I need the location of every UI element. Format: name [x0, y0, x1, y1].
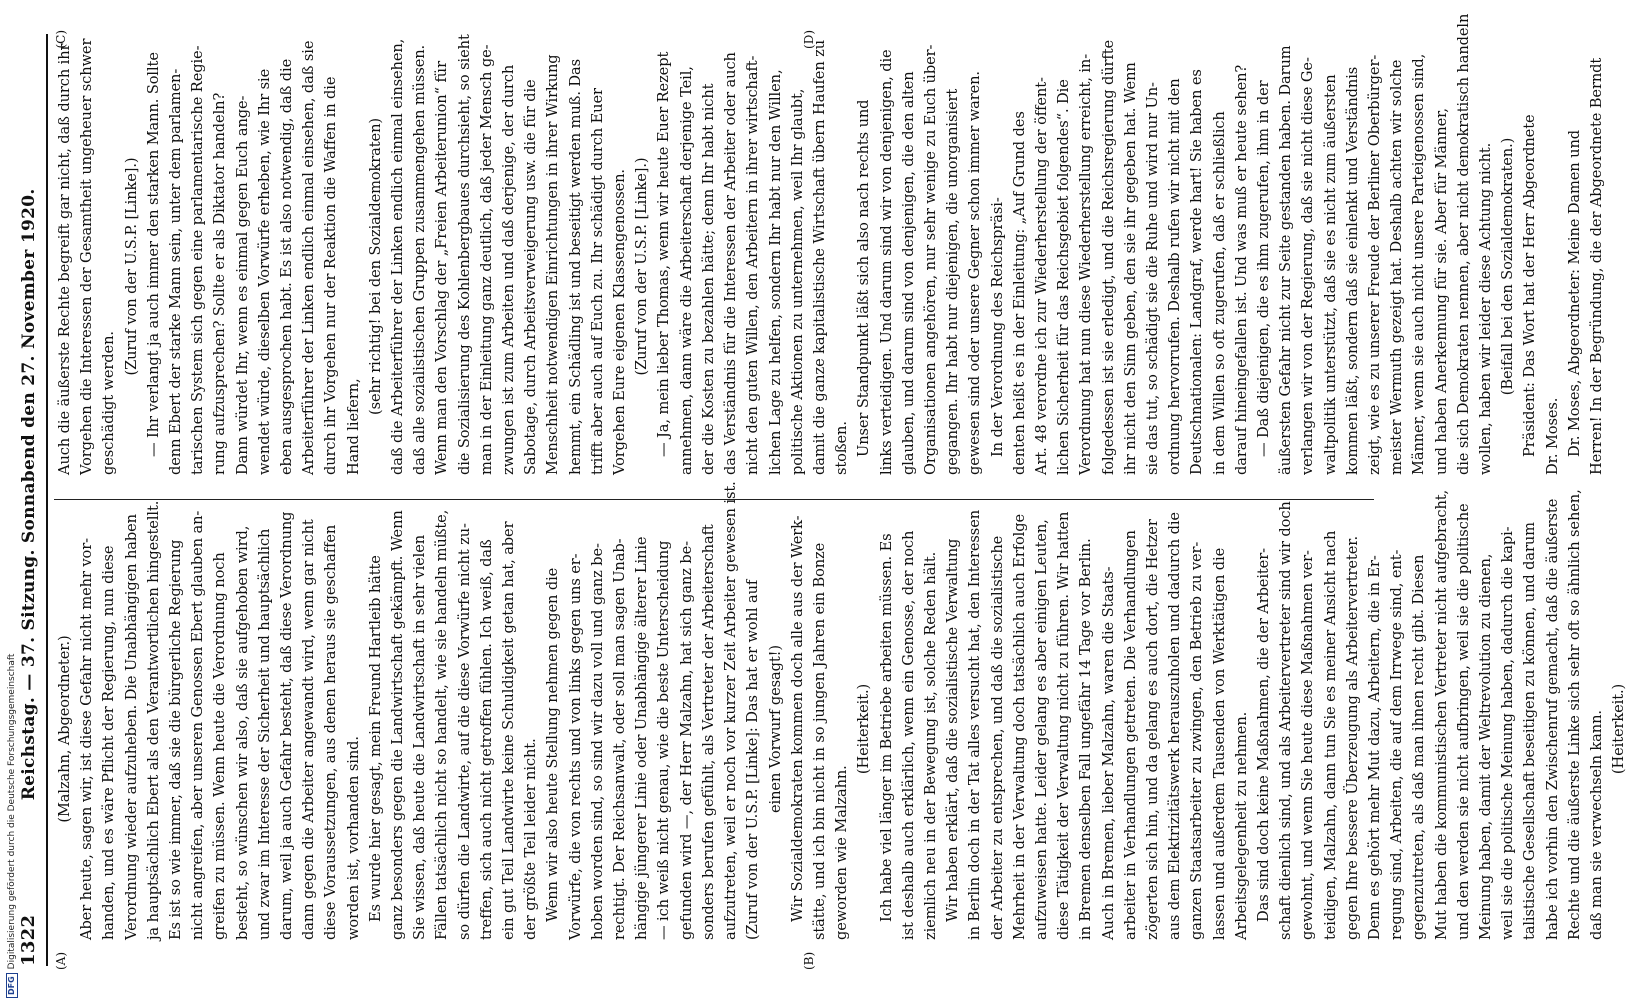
text-line: Denn es gehört mehr Mut dazu, Arbeitern, die in Er- [1365, 555, 1383, 940]
text-line: folgedessen ist sie erledigt, und die Reichsregierung dürfte [1099, 39, 1117, 475]
text-line: gewesen sind oder unsere Gegner schon immer waren. [966, 71, 984, 475]
text-line: und zwar im Interesse der Sicherheit und hauptsächlich [255, 528, 273, 940]
text-line: Auch in Bremen, lieber Malzahn, waren die Staats- [1099, 566, 1117, 940]
text-line: denn Ebert der starke Mann sein, unter dem parlamen- [167, 68, 185, 475]
text-line: hängige jüngerer Linie oder Unabhängige älterer Linie [633, 536, 651, 940]
text-line: hoben worden sind, so sind wir dazu voll und ganz be- [588, 543, 606, 940]
text-line: — Daß diejenigen, die es ihm zugerufen, ihm in der [1254, 80, 1272, 457]
text-line: hemmt, ein Schädling ist und beseitigt werden muß. Das [566, 59, 584, 475]
text-line: lichen Sicherheit für das Reichsgebiet folgendes“. Die [1055, 79, 1073, 475]
text-line: und haben Anerkennung für sie. Aber für Männer, [1432, 108, 1450, 475]
marker-d: (D) [802, 30, 816, 49]
marker-a: (A) [54, 951, 68, 970]
text-line: daß die Arbeiterführer der Linken endlich einmal einsehen, [389, 38, 407, 475]
text-line: Unser Standpunkt läßt sich also nach rechts und [855, 99, 873, 457]
text-line: (Heiterkeit.) [1610, 683, 1628, 775]
text-line: Arbeiterführer der Linken endlich einmal einsehen, daß sie [300, 40, 318, 475]
text-line: Verordnung hat nun diese Wiederherstellung erreicht, in- [1077, 53, 1095, 475]
text-line: nicht angreifen, aber unseren Genossen Ebert glauben an- [189, 510, 207, 940]
text-line: lassen und außerdem Tausenden von Werktätigen die [1210, 547, 1228, 940]
text-line: annehmen, dann wäre die Arbeiterschaft derjenige Teil, [677, 66, 695, 475]
left-column [54, 481, 1628, 970]
text-line: durch ihr Vorgehen nur der Reaktion die Waffen in die [322, 76, 340, 475]
text-line: Aber heute, sagen wir, ist diese Gefahr nicht mehr vor- [78, 538, 96, 940]
text-line: (Zuruf von der U.S.P. [Linke]: Das hat er wohl auf [744, 579, 762, 940]
text-line: teidigen, Malzahn, dann tun Sie es meiner Ansicht nach [1321, 530, 1339, 940]
text-line: das Verständnis für die Interessen der Arbeiter oder auch [722, 52, 740, 475]
text-line: Ich habe viel länger im Betriebe arbeiten müssen. Es [877, 533, 895, 922]
text-line: besteht, so wünschen wir also, daß sie aufgehoben wird, [233, 525, 251, 940]
text-line: Es ist so wie immer, daß sie die bürgerliche Regierung [167, 539, 185, 940]
text-line: ordnung hervorrufen. Deshalb rufen wir nicht mit den [1166, 78, 1184, 475]
text-line: treffen, sich auch nicht getroffen fühlen. Ich weiß, daß [477, 539, 495, 940]
text-line: aus dem Elektrizitätswerk herauszuholen und dadurch die [1166, 512, 1184, 940]
text-line: (Zuruf von der U.S.P. [Linke].) [633, 157, 651, 376]
text-line: habe ich vorhin den Zwischenruf gemacht, daß die äußerste [1543, 498, 1561, 940]
text-line: ihr nicht den Sinn geben, den sie ihr gegeben hat. Wenn [1121, 62, 1139, 475]
text-line: der Arbeiter zu entsprechen, und daß die sozialistische [988, 535, 1006, 940]
text-line: zeigt, wie es zu unserer Freude der Berliner Oberbürger- [1365, 54, 1383, 475]
text-line: in dem Willen so oft zugerufen, daß er schließlich [1210, 111, 1228, 475]
text-line: Meinung haben, damit der Weltrevolution zu dienen, [1477, 553, 1494, 940]
text-line: handen, und es wäre Pflicht der Regierung, nun diese [100, 545, 118, 940]
text-line: Sie wissen, daß heute die Landwirtschaft in sehr vielen [411, 534, 429, 940]
text-line: Arbeitsgelegenheit zu nehmen. [1232, 711, 1250, 940]
text-line: lichen Lage zu helfen, sondern Ihr habt nur den Willen, [766, 69, 784, 475]
text-line: Männer, wenn sie auch nicht unsere Parteigenossen sind, [1410, 53, 1428, 475]
text-line: sonders berufen gefühlt, als Vertreter der Arbeiterschaft [699, 524, 717, 940]
digitization-note [6, 578, 18, 998]
text-line: sie das tut, so schädigt sie die Ruhe und wird nur Un- [1143, 82, 1161, 475]
text-line: rung aufzusprechen? Sollte er als Diktator handeln? [211, 92, 229, 475]
text-line: geschädigt werden. [100, 331, 118, 475]
text-line: Wir Sozialdemokraten kommen doch alle aus der Werk- [788, 515, 806, 922]
text-line: Hand liefern, [344, 378, 362, 475]
text-line: die Sozialisierung des Kohlenbergbaues durchsieht, so sieht [455, 34, 473, 475]
text-line: Präsident: Das Wort hat der Herr Abgeordnete [1521, 114, 1539, 457]
text-line: Organisationen angehören, nur sehr wenige zu Euch über- [921, 44, 939, 475]
text-line: wollen, haben wir leider diese Achtung nicht. [1477, 142, 1494, 475]
text-line: eben ausgesprochen habt. Es ist also notwendig, daß die [278, 58, 296, 475]
text-line: Menschheit notwendigen Einrichtungen in ihrer Wirkung [544, 54, 562, 475]
text-line: kommen läßt, sondern daß sie einlenkt und Verständnis [1343, 66, 1361, 475]
text-line: damit die ganze kapitalistische Wirtschaft übern Haufen zu [810, 39, 828, 475]
text-line: die sich Demokraten nennen, aber nicht demokratisch handeln [1454, 13, 1472, 475]
dfg-logo-icon: DFG [6, 973, 18, 998]
text-line: so dürfen die Landwirte, auf die diese Vorwürfe nicht zu- [455, 523, 473, 940]
text-line: darum, weil ja auch Gefahr besteht, daß diese Verordnung [278, 511, 296, 940]
text-line: daß alle sozialistischen Gruppen zusammengehen müssen. [411, 44, 429, 475]
text-line: in Berlin doch in der Tat alles versucht hat, den Interessen [966, 509, 984, 940]
text-line: worden ist, vorhanden sind. [344, 736, 362, 940]
text-line: regung sind, Arbeiten, die auf dem Irrwege sind, ent- [1388, 549, 1406, 940]
text-line: Verordnung wieder aufzuheben. Die Unabhängigen haben [122, 514, 140, 940]
text-line: dann gegen die Arbeiter angewandt wird, wenn gar nicht [300, 519, 318, 940]
text-line: Wenn man den Vorschlag der „Freien Arbeiterunion“ für [433, 61, 451, 475]
text-line: und den werden sie nicht aufbringen, weil sie die politische [1454, 503, 1472, 940]
text-line: Sabotage, durch Arbeitsverweigerung usw. die für die [522, 79, 540, 475]
text-line: Dann würdet Ihr, wenn es einmal gegen Euch ange- [233, 95, 251, 475]
text-line: — Ihr verlangt ja auch immer den starken Mann. Sollte [144, 52, 162, 457]
text-line: Dr. Moses, Abgeordneter: Meine Damen und [1565, 130, 1583, 457]
text-line: — Ja, mein lieber Thomas, wenn wir heute Euer Rezept [655, 51, 673, 457]
text-line: äußersten Gefahr nicht zur Seite gestanden haben. Darum [1277, 45, 1295, 475]
text-line: ein gut Teil Landwirte keine Schuldigkeit getan hat, aber [500, 521, 518, 940]
text-line: stätte, und ich bin nicht in so jungen Jahren ein Bonze [810, 542, 828, 940]
marker-b: (B) [802, 951, 816, 970]
text-line: gegangen. Ihr habt nur diejenigen, die unorganisiert [944, 88, 962, 475]
text-line: man in der Einleitung ganz deutlich, daß jeder Mensch ge- [477, 44, 495, 475]
text-line: Wir haben erklärt, daß die sozialistische Verwaltung [944, 538, 962, 922]
text-line: zwungen ist zum Arbeiten und daß derjenige, der durch [500, 64, 518, 475]
text-line: ist deshalb auch erklärlich, wenn ein Genosse, der noch [899, 530, 917, 940]
text-line: Herren! In der Begründung, die der Abgeordnete Berndt [1588, 57, 1606, 475]
page-title: Reichstag. — 37. Sitzung. Sonnabend den 27. November 1920. [19, 188, 39, 801]
text-line: Es wurde hier gesagt, mein Freund Hartleib hätte [366, 555, 384, 922]
text-line: stoßen. [833, 421, 851, 475]
text-line: Mut haben die kommunistischen Vertreter nicht aufgebracht, [1432, 489, 1450, 940]
text-line: arbeiter in Verhandlungen getreten. Die Verhandlungen [1121, 530, 1139, 940]
text-line: ganz besonders gegen die Landwirtschaft gekämpft. Wenn [389, 510, 407, 940]
text-line: verlangen wir von der Regierung, daß sie nicht diese Ge- [1299, 57, 1317, 475]
page-header [18, 34, 48, 966]
text-line: Vorwürfe, die von rechts und von links gegen uns er- [566, 553, 584, 940]
text-line: (sehr richtig! bei den Sozialdemokraten) [366, 118, 384, 415]
text-line: politische Aktionen zu unternehmen, weil Ihr glaubt, [788, 88, 806, 475]
text-line: (Heiterkeit.) [855, 683, 873, 775]
text-line: gefunden wird —, der Herr Malzahn, hat sich ganz be- [677, 541, 695, 940]
text-line: weil sie die politische Meinung haben, dadurch die kapi- [1499, 526, 1517, 940]
text-line: waltpolitik unterstützt, daß sie es nicht zum äußersten [1321, 74, 1339, 475]
text-line: Fällen tatsächlich nicht so handelt, wie sie handeln müßte, [433, 509, 451, 940]
text-line: (Beifall bei den Sozialdemokraten.) [1499, 137, 1517, 396]
text-line: einen Vorwurf gesagt!) [766, 645, 784, 813]
text-line: In der Verordnung des Reichspräsi- [988, 197, 1006, 457]
right-column [54, 13, 1606, 500]
text-line: glauben, und darum sind von denjenigen, die den alten [899, 71, 917, 475]
text-line: meister Wermuth gezeigt hat. Deshalb achten wir solche [1388, 59, 1406, 475]
text-line: aufzuweisen hatte. Leider gelang es aber einigen Leuten, [1032, 519, 1050, 940]
text-line: rechtigt. Der Reichsanwalt, oder soll man sagen Unab- [611, 538, 629, 940]
text-line: — ich weiß nicht genau, wie die beste Unterscheidung [655, 540, 673, 940]
page-number: 1322 [18, 914, 39, 966]
text-line: Das sind doch keine Maßnahmen, die der Arbeiter- [1254, 548, 1272, 922]
text-line: trifft aber auch auf Euch zu. Ihr schädigt durch Euer [588, 88, 606, 475]
text-line: darauf hineingefallen ist. Und was muß er heute sehen? [1232, 64, 1250, 475]
text-line: ja hauptsächlich Ebert als den Verantwortlichen hingestellt. [144, 500, 162, 940]
text-line: Vorgehen die Interessen der Gesamtheit ungeheuer schwer [78, 38, 96, 475]
text-line: tarischen System sich gegen eine parlamentarische Regie- [189, 45, 207, 475]
digitization-text: Digitalisierung gefördert durch die Deutsche Forschungsgemeinschaft [7, 653, 17, 970]
text-line: der größte Teil leider nicht. [522, 738, 540, 940]
marker-c: (C) [54, 30, 68, 49]
text-line: (Malzahn, Abgeordneter.) [56, 635, 73, 823]
text-line: wendet würde, dieselben Vorwürfe erheben, wie Ihr sie [255, 68, 273, 475]
text-line: gegen Ihre bessere Überzeugung als Arbeitervertreter. [1343, 535, 1361, 940]
text-line: ganzen Staatsarbeiter zu zwingen, den Betrieb zu ver- [1188, 541, 1206, 940]
text-line: denten heißt es in der Einleitung: „Auf Grund des [1010, 111, 1028, 475]
text-line: daß man sie verwechseln kann. [1588, 710, 1606, 940]
text-columns [54, 13, 1628, 970]
text-line: Rechte und die äußerste Linke sich sehr oft so ähnlich sehen, [1565, 489, 1583, 940]
text-line: diese Tätigkeit der Verwaltung nicht zu führen. Wir hatten [1055, 511, 1073, 940]
text-line: links verteidigen. Und darum sind wir von denjenigen, die [877, 49, 895, 475]
text-line: gegenzutreten, als daß man ihnen recht gibt. Diesen [1410, 554, 1428, 940]
text-line: schaft dienlich sind, und als Arbeitervertreter sind wir doch [1277, 501, 1295, 940]
text-line: in Bremen denselben Fall ungefähr 14 Tage vor Berlin. [1077, 538, 1095, 940]
text-line: talistische Gesellschaft beseitigen zu können, und darum [1521, 522, 1539, 940]
text-line: Vorgehen Eure eigenen Klassengenossen. [611, 169, 629, 475]
text-line: Mehrheit in der Verwaltung doch tatsächlich auch Erfolge [1010, 513, 1028, 940]
text-line: zögerten sich hin, und da gelang es auch dort, die Hetzer [1143, 519, 1161, 940]
rotated-page [12, 13, 1628, 980]
text-line: greifen zu müssen. Wenn heute die Verordnung noch [211, 552, 229, 940]
text-line: nicht den guten Willen, den Arbeitern in ihrer wirtschaft- [744, 55, 762, 475]
text-line: aufzutreten, weil er noch vor kurzer Zeit Arbeiter gewesen ist. [722, 481, 740, 940]
text-line: gewohnt, und wenn Sie heute diese Maßnahmen ver- [1299, 550, 1317, 940]
text-line: geworden wie Malzahn. [833, 765, 851, 940]
text-line: Deutschnationalen: Landgraf, werde hart! Sie haben es [1188, 69, 1206, 475]
text-line: (Zuruf von der U.S.P. [Linke].) [122, 157, 140, 376]
text-line: ziemlich neu in der Bewegung ist, solche Reden hält. [921, 551, 939, 940]
text-line: diese Voraussetzungen, aus denen heraus sie geschaffen [322, 524, 340, 940]
text-line: Art. 48 verordne ich zur Wiederherstellung der öffent- [1032, 77, 1050, 475]
text-line: der die Kosten zu bezahlen hätte; denn Ihr habt nicht [699, 83, 717, 475]
text-line: Auch die äußerste Rechte begreift gar nicht, daß durch ihr [56, 43, 73, 475]
text-line: Wenn wir also heute Stellung nehmen gegen die [544, 567, 562, 922]
text-line: Dr. Moses. [1543, 397, 1561, 475]
